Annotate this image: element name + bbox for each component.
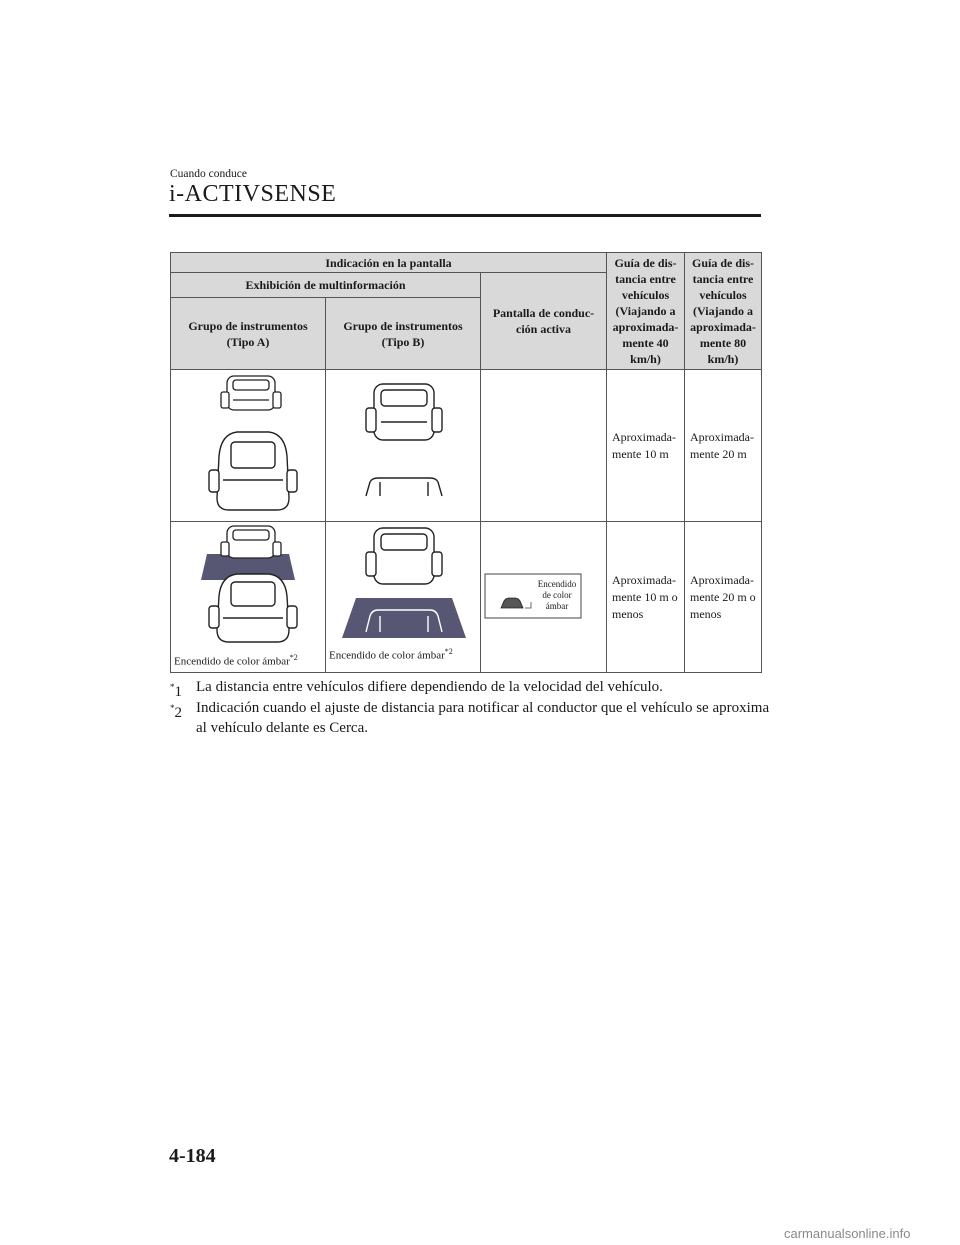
- header-tipo-b: Grupo de instrumentos (Tipo B): [326, 298, 481, 370]
- header-guia-80: Guía de dis-tancia entre vehículos (Viajando a aproximada-mente 80 km/h): [685, 253, 762, 370]
- footnote-text: Indicación cuando el ajuste de distancia para notificar al conductor que el vehículo se aproxima al vehículo delante es Cerca.: [196, 700, 770, 736]
- pantalla-amber-label: Encendido de color ámbar: [537, 579, 577, 611]
- tipo-b-normal-illustration: [326, 370, 481, 522]
- title-rule: [169, 214, 761, 217]
- distance-table: [170, 252, 762, 673]
- distance-40-value: Aproximada-mente 10 m: [612, 429, 676, 461]
- pantalla-empty-cell: [481, 370, 607, 522]
- page-title: i-ACTIVSENSE: [169, 181, 337, 207]
- car-front-icon: [221, 376, 281, 410]
- distance-80-value: Aproximada-mente 20 m o menos: [690, 572, 756, 621]
- amber-caption-a: Encendido de color ámbar$^{*2}$: [174, 653, 298, 668]
- watermark: carmanualsonline.info: [784, 1226, 911, 1241]
- footnotes: [170, 677, 770, 739]
- distance-40-value: Aproximada-mente 10 m o menos: [612, 572, 678, 621]
- header-pantalla: Pantalla de conduc-ción activa: [481, 273, 607, 370]
- header-indicacion: Indicación en la pantalla: [171, 253, 607, 273]
- distance-80-value: Aproximada-mente 20 m: [690, 429, 754, 461]
- tipo-a-normal-illustration: [171, 370, 326, 522]
- tipo-b-amber-illustration: [326, 522, 481, 673]
- page-number: 4-184: [169, 1145, 216, 1167]
- car-front-icon: [366, 384, 442, 440]
- tipo-a-amber-illustration: [171, 522, 326, 673]
- header-guia-40: Guía de dis-tancia entre vehículos (Viajando a aproximada-mente 40 km/h): [607, 253, 685, 370]
- car-front-icon: [221, 526, 281, 558]
- footnote: *1 La distancia entre vehículos difiere dependiendo de la velocidad del vehículo.: [170, 679, 663, 700]
- header-exhibicion: Exhibición de multinformación: [171, 273, 481, 298]
- amber-caption-b: Encendido de color ámbar$^{*2}$: [329, 647, 453, 662]
- table-row: [171, 522, 762, 673]
- amber-band: [342, 598, 466, 638]
- pantalla-activa-illustration: [481, 522, 607, 673]
- footnote: *2 Indicación cuando el ajuste de distancia para notificar al conductor que el vehículo se aproxima al vehículo delante es Cerca.: [170, 700, 770, 736]
- own-car-icon: [209, 574, 297, 642]
- car-front-icon: [366, 528, 442, 584]
- table-row: [171, 370, 762, 522]
- header-tipo-a: Grupo de instrumentos (Tipo A): [171, 298, 326, 370]
- footnote-text: La distancia entre vehículos difiere dependiendo de la velocidad del vehículo.: [196, 679, 663, 695]
- own-car-icon: [209, 432, 297, 510]
- section-label: Cuando conduce: [170, 168, 247, 180]
- own-car-icon: [366, 478, 442, 496]
